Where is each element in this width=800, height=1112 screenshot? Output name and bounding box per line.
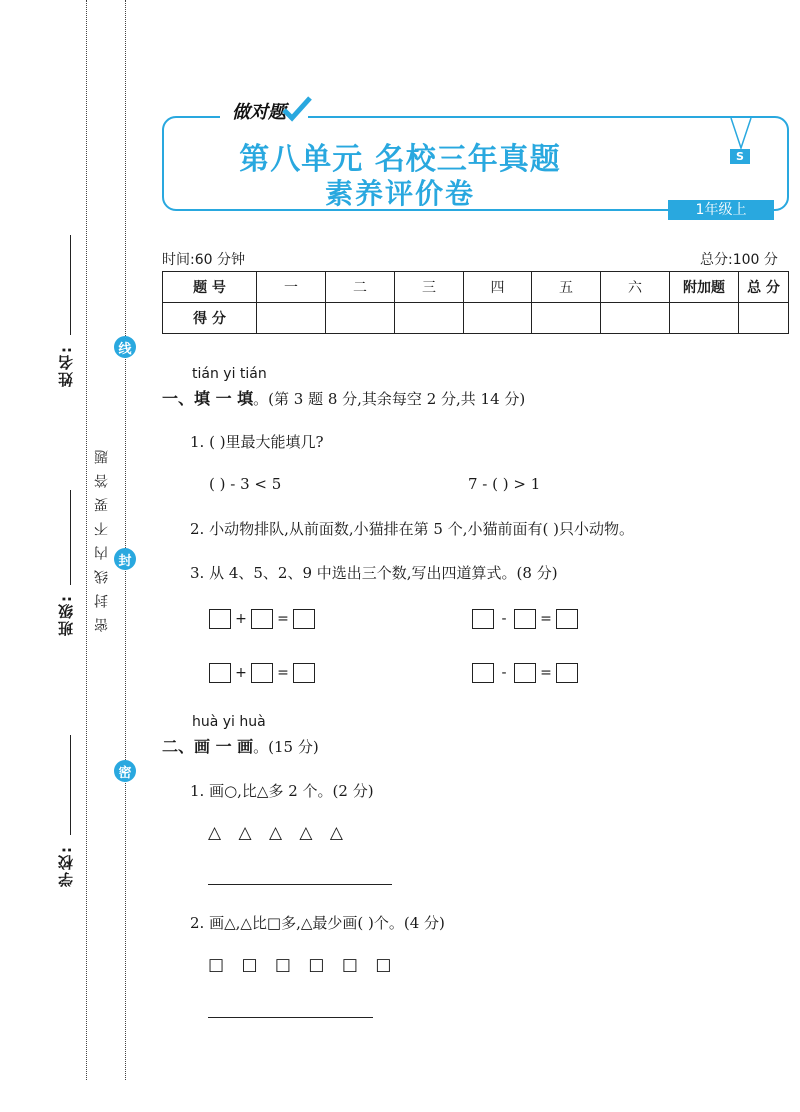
plus-sign: + [235,665,247,681]
minus-sign: - [501,665,507,681]
section1-note: 。(第 3 题 8 分,其余每空 2 分,共 14 分) [253,390,526,408]
answer-box[interactable] [556,609,578,629]
tag-label: 做对题 [232,102,286,123]
answer-box[interactable] [209,663,231,683]
school-label: 学校: [57,845,75,887]
checkmark-icon [282,96,312,122]
question-1-1a[interactable]: ( ) - 3 < 5 [209,475,282,493]
section1-heading [162,386,525,409]
section2-note: 。(15 分) [253,738,319,756]
answer-box[interactable] [514,663,536,683]
score-table [162,271,789,334]
header-cell: 二 [326,272,395,303]
score-cell[interactable] [601,303,670,334]
score-header-row [163,272,789,303]
grade-badge: 1年级上 [668,200,774,220]
answer-box[interactable] [556,663,578,683]
equation-row [209,663,315,683]
answer-box[interactable] [472,663,494,683]
score-cell[interactable] [670,303,739,334]
question-2-2[interactable]: 2. 画△,△比□多,△最少画( )个。(4 分) [190,914,445,932]
header-cell: 题 号 [163,272,257,303]
seal-dense-icon: 密 [114,760,136,782]
answer-box[interactable] [293,609,315,629]
section1-title: 一、填 一 填 [162,389,254,408]
time-info: 时间:60 分钟 [162,252,245,268]
page-subtitle: 素养评价卷 [324,177,475,210]
seal-warning: 密封线内不要答题 [94,440,110,632]
header-cell: 一 [257,272,326,303]
score-cell[interactable] [532,303,601,334]
total-info: 总分:100 分 [700,252,778,268]
answer-line-2[interactable] [208,1017,373,1018]
plus-sign: + [235,611,247,627]
header-cell: 三 [395,272,464,303]
hanger-icon [726,118,756,150]
answer-box[interactable] [209,609,231,629]
name-label: 姓名: [57,345,75,387]
score-cell[interactable] [395,303,464,334]
answer-box[interactable] [472,609,494,629]
score-cell[interactable] [739,303,789,334]
seal-line-icon: 线 [114,336,136,358]
section2-pinyin: huà yi huà [192,714,266,730]
score-cell[interactable] [464,303,532,334]
minus-sign: - [501,611,507,627]
score-label: 得 分 [163,303,257,334]
equation-row [472,609,578,629]
page-title: 第八单元 名校三年真题 [239,142,561,177]
question-1-3: 3. 从 4、5、2、9 中选出三个数,写出四道算式。(8 分) [190,564,558,582]
equals-sign: = [540,665,552,681]
equals-sign: = [540,611,552,627]
answer-line-1[interactable] [208,884,392,885]
header-cell: 附加题 [670,272,739,303]
equals-sign: = [277,665,289,681]
header-cell: 四 [464,272,532,303]
answer-box[interactable] [251,663,273,683]
answer-box[interactable] [251,609,273,629]
seal-seal-icon: 封 [114,548,136,570]
school-field[interactable] [70,735,71,835]
class-field[interactable] [70,490,71,585]
equation-row [472,663,578,683]
section2-heading [162,734,319,757]
series-badge: S [730,149,750,164]
answer-box[interactable] [293,663,315,683]
header-cell: 六 [601,272,670,303]
equals-sign: = [277,611,289,627]
score-cell[interactable] [326,303,395,334]
square-row: □ □ □ □ □ □ [208,955,398,975]
question-1-2[interactable]: 2. 小动物排队,从前面数,小猫排在第 5 个,小猫前面有( )只小动物。 [190,520,634,538]
section2-title: 二、画 一 画 [162,737,254,756]
section1-pinyin: tián yi tián [192,366,267,382]
class-label: 班级: [57,594,75,636]
triangle-row: △ △ △ △ △ [208,823,349,843]
header-cell: 总 分 [739,272,789,303]
equation-row [209,609,315,629]
score-cell[interactable] [257,303,326,334]
question-1-1b[interactable]: 7 - ( ) > 1 [468,475,541,493]
header-cell: 五 [532,272,601,303]
question-2-1: 1. 画○,比△多 2 个。(2 分) [190,782,374,800]
score-row [163,303,789,334]
name-field[interactable] [70,235,71,335]
answer-box[interactable] [514,609,536,629]
question-1-1: 1. ( )里最大能填几? [190,433,324,451]
